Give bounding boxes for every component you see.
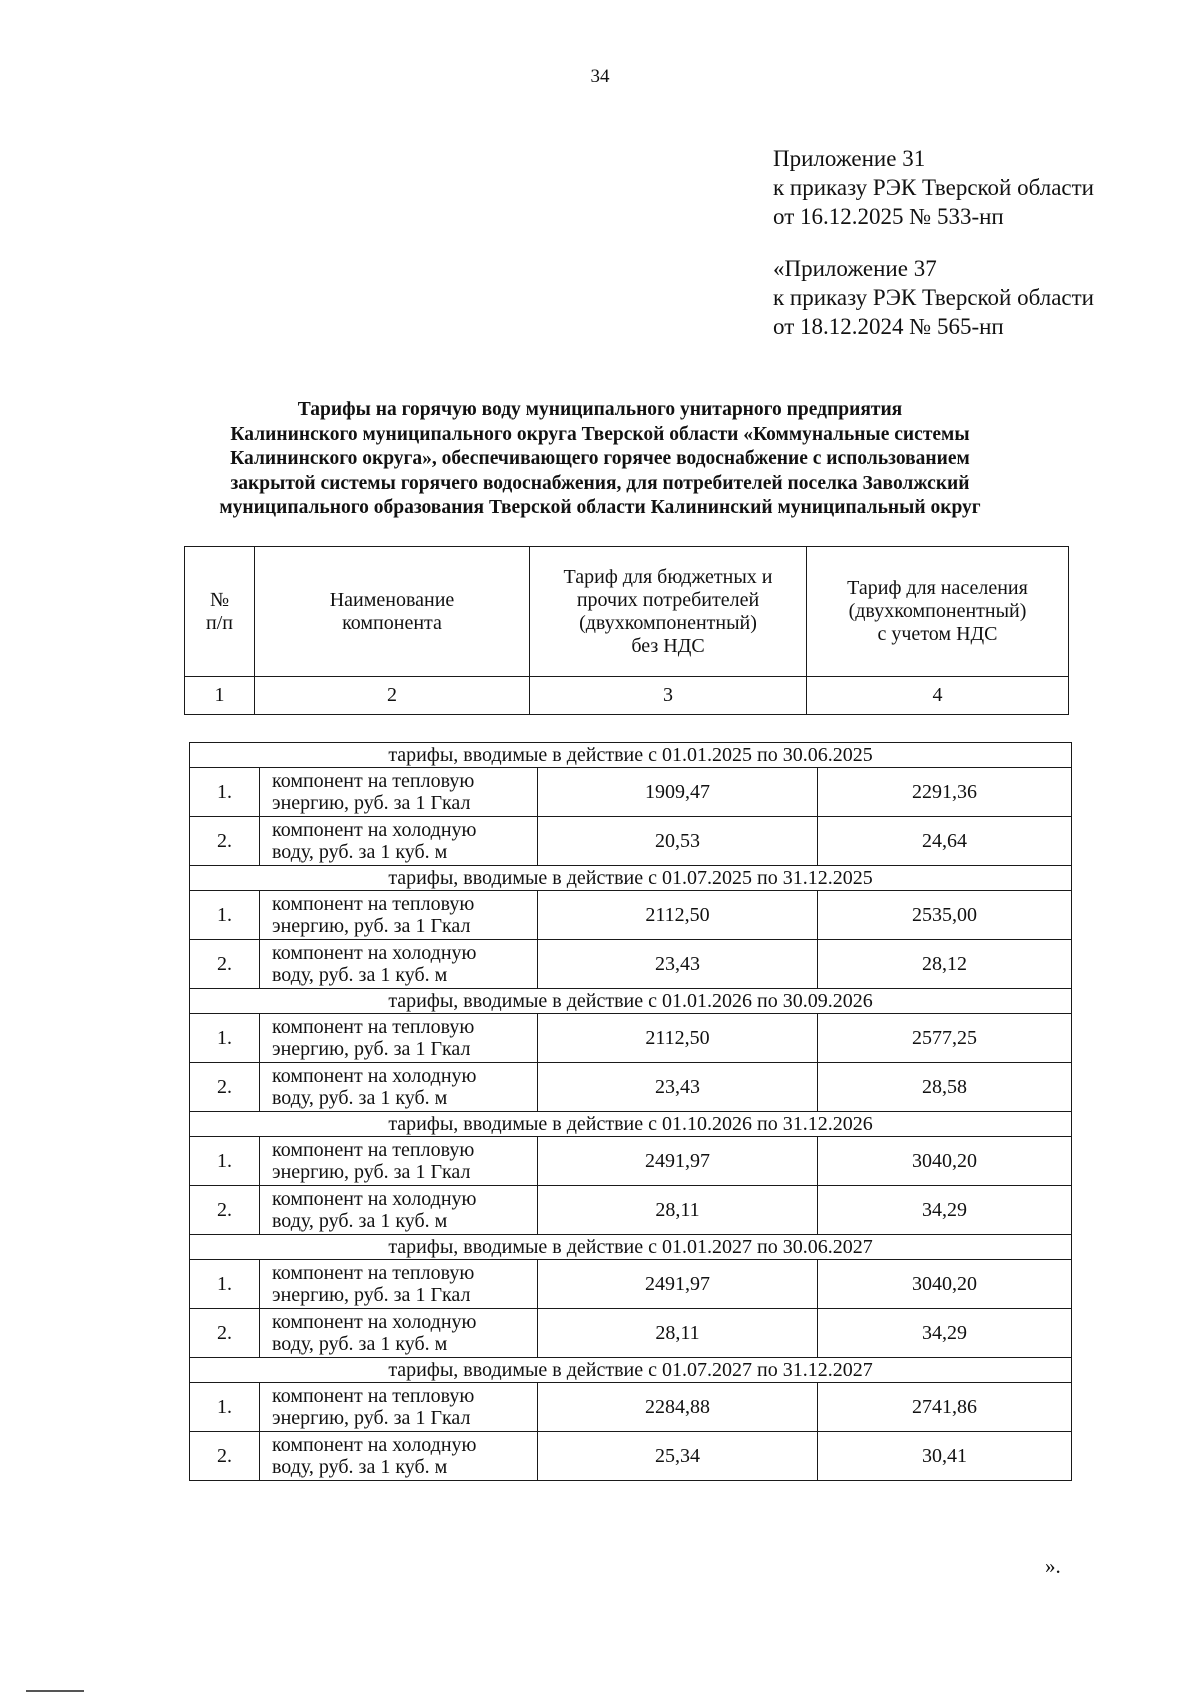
tariff-row bbox=[190, 1137, 1072, 1186]
population-tariff-value: 34,29 bbox=[818, 1309, 1072, 1358]
component-name-line-1: компонент на тепловую bbox=[272, 770, 475, 792]
row-number: 1. bbox=[190, 1383, 260, 1432]
row-number: 1. bbox=[190, 768, 260, 817]
budget-tariff-value: 1909,47 bbox=[538, 768, 818, 817]
appendix-current-reference bbox=[773, 144, 1094, 231]
row-number: 2. bbox=[190, 1432, 260, 1481]
budget-tariff-value: 2112,50 bbox=[538, 891, 818, 940]
component-name bbox=[260, 1137, 538, 1186]
title-line: муниципального образования Тверской области Калининский муниципальный округ bbox=[219, 497, 981, 518]
appendix-current-line-2: к приказу РЭК Тверской области bbox=[773, 175, 1094, 200]
component-name bbox=[260, 817, 538, 866]
tariff-data-table bbox=[189, 742, 1072, 1481]
component-name bbox=[260, 891, 538, 940]
budget-tariff-value: 28,11 bbox=[538, 1186, 818, 1235]
budget-tariff-value: 2112,50 bbox=[538, 1014, 818, 1063]
row-number: 2. bbox=[190, 817, 260, 866]
component-name-line-1: компонент на тепловую bbox=[272, 1016, 475, 1038]
row-number: 1. bbox=[190, 1014, 260, 1063]
row-number: 2. bbox=[190, 1186, 260, 1235]
tariff-row bbox=[190, 1260, 1072, 1309]
period-row bbox=[190, 866, 1072, 891]
row-number: 1. bbox=[190, 1137, 260, 1186]
tariff-row bbox=[190, 940, 1072, 989]
budget-tariff-value: 25,34 bbox=[538, 1432, 818, 1481]
component-name-line-2: энергию, руб. за 1 Гкал bbox=[272, 1284, 471, 1306]
tariff-row bbox=[190, 1186, 1072, 1235]
tariff-row bbox=[190, 1383, 1072, 1432]
header-component-name: Наименование компонента bbox=[255, 547, 530, 677]
period-row bbox=[190, 989, 1072, 1014]
component-name-line-1: компонент на холодную bbox=[272, 942, 477, 964]
tariff-row bbox=[190, 1063, 1072, 1112]
appendix-original-line-3: от 18.12.2024 № 565-нп bbox=[773, 314, 1004, 339]
component-name-line-1: компонент на тепловую bbox=[272, 893, 475, 915]
component-name bbox=[260, 1383, 538, 1432]
population-tariff-value: 2577,25 bbox=[818, 1014, 1072, 1063]
tariff-row bbox=[190, 1309, 1072, 1358]
component-name-line-2: энергию, руб. за 1 Гкал bbox=[272, 915, 471, 937]
component-name-line-1: компонент на тепловую bbox=[272, 1385, 475, 1407]
component-name bbox=[260, 1014, 538, 1063]
period-label: тарифы, вводимые в действие с 01.07.2027 по 31.12.2027 bbox=[190, 1358, 1072, 1383]
appendix-current-line-1: Приложение 31 bbox=[773, 146, 926, 171]
period-label: тарифы, вводимые в действие с 01.07.2025 по 31.12.2025 bbox=[190, 866, 1072, 891]
header-number: № п/п bbox=[185, 547, 255, 677]
column-number: 1 bbox=[185, 677, 255, 715]
budget-tariff-value: 2491,97 bbox=[538, 1260, 818, 1309]
population-tariff-value: 3040,20 bbox=[818, 1137, 1072, 1186]
component-name bbox=[260, 1309, 538, 1358]
period-label: тарифы, вводимые в действие с 01.10.2026 по 31.12.2026 bbox=[190, 1112, 1072, 1137]
component-name-line-2: воду, руб. за 1 куб. м bbox=[272, 964, 448, 986]
period-row bbox=[190, 1112, 1072, 1137]
appendix-current-line-3: от 16.12.2025 № 533-нп bbox=[773, 204, 1004, 229]
row-number: 2. bbox=[190, 1063, 260, 1112]
closing-quote-mark: ». bbox=[1045, 1554, 1061, 1578]
period-row bbox=[190, 1235, 1072, 1260]
component-name-line-2: энергию, руб. за 1 Гкал bbox=[272, 1038, 471, 1060]
page-number: 34 bbox=[590, 66, 610, 87]
component-name-line-1: компонент на холодную bbox=[272, 819, 477, 841]
component-name-line-1: компонент на холодную bbox=[272, 1065, 477, 1087]
tariff-row bbox=[190, 768, 1072, 817]
row-number: 2. bbox=[190, 940, 260, 989]
title-line: закрытой системы горячего водоснабжения, для потребителей поселка Заволжский bbox=[230, 472, 970, 494]
tariff-row bbox=[190, 817, 1072, 866]
component-name-line-2: воду, руб. за 1 куб. м bbox=[272, 1333, 448, 1355]
component-name-line-1: компонент на холодную bbox=[272, 1311, 477, 1333]
title-line: Калининского округа», обеспечивающего горячее водоснабжение с использованием bbox=[230, 448, 970, 469]
component-name bbox=[260, 1432, 538, 1481]
period-row bbox=[190, 743, 1072, 768]
population-tariff-value: 2741,86 bbox=[818, 1383, 1072, 1432]
component-name bbox=[260, 1260, 538, 1309]
component-name-line-2: энергию, руб. за 1 Гкал bbox=[272, 1161, 471, 1183]
population-tariff-value: 28,58 bbox=[818, 1063, 1072, 1112]
budget-tariff-value: 2491,97 bbox=[538, 1137, 818, 1186]
population-tariff-value: 3040,20 bbox=[818, 1260, 1072, 1309]
component-name-line-2: воду, руб. за 1 куб. м bbox=[272, 841, 448, 863]
period-row bbox=[190, 1358, 1072, 1383]
component-name bbox=[260, 1063, 538, 1112]
budget-tariff-value: 28,11 bbox=[538, 1309, 818, 1358]
budget-tariff-value: 23,43 bbox=[538, 1063, 818, 1112]
row-number: 1. bbox=[190, 1260, 260, 1309]
component-name-line-2: воду, руб. за 1 куб. м bbox=[272, 1210, 448, 1232]
row-number: 1. bbox=[190, 891, 260, 940]
tariff-row bbox=[190, 891, 1072, 940]
tariff-row bbox=[190, 1432, 1072, 1481]
component-name-line-2: энергию, руб. за 1 Гкал bbox=[272, 1407, 471, 1429]
header-budget-tariff: Тариф для бюджетных и прочих потребителей (двухкомпонентный) без НДС bbox=[530, 547, 807, 677]
document-title bbox=[130, 398, 1070, 521]
tariff-header-table bbox=[184, 546, 1069, 715]
population-tariff-value: 24,64 bbox=[818, 817, 1072, 866]
period-label: тарифы, вводимые в действие с 01.01.2027 по 30.06.2027 bbox=[190, 1235, 1072, 1260]
component-name-line-2: энергию, руб. за 1 Гкал bbox=[272, 792, 471, 814]
title-line: Калининского муниципального округа Тверской области «Коммунальные системы bbox=[230, 423, 970, 445]
component-name bbox=[260, 1186, 538, 1235]
appendix-original-reference bbox=[773, 254, 1094, 341]
tariff-row bbox=[190, 1014, 1072, 1063]
population-tariff-value: 28,12 bbox=[818, 940, 1072, 989]
component-name-line-1: компонент на холодную bbox=[272, 1188, 477, 1210]
component-name bbox=[260, 940, 538, 989]
column-number: 3 bbox=[530, 677, 807, 715]
component-name-line-1: компонент на тепловую bbox=[272, 1139, 475, 1161]
population-tariff-value: 34,29 bbox=[818, 1186, 1072, 1235]
budget-tariff-value: 20,53 bbox=[538, 817, 818, 866]
scan-edge-mark bbox=[26, 1690, 84, 1692]
title-line: Тарифы на горячую воду муниципального унитарного предприятия bbox=[297, 399, 903, 420]
header-population-tariff: Тариф для населения (двухкомпонентный) с учетом НДС bbox=[807, 547, 1069, 677]
period-label: тарифы, вводимые в действие с 01.01.2025 по 30.06.2025 bbox=[190, 743, 1072, 768]
component-name bbox=[260, 768, 538, 817]
budget-tariff-value: 23,43 bbox=[538, 940, 818, 989]
column-number: 4 bbox=[807, 677, 1069, 715]
row-number: 2. bbox=[190, 1309, 260, 1358]
population-tariff-value: 2291,36 bbox=[818, 768, 1072, 817]
component-name-line-2: воду, руб. за 1 куб. м bbox=[272, 1087, 448, 1109]
column-number: 2 bbox=[255, 677, 530, 715]
column-number-row bbox=[185, 677, 1069, 715]
tariff-data-body bbox=[190, 743, 1072, 1481]
period-label: тарифы, вводимые в действие с 01.01.2026 по 30.09.2026 bbox=[190, 989, 1072, 1014]
appendix-original-line-2: к приказу РЭК Тверской области bbox=[773, 285, 1094, 310]
component-name-line-1: компонент на холодную bbox=[272, 1434, 477, 1456]
header-row bbox=[185, 547, 1069, 677]
component-name-line-2: воду, руб. за 1 куб. м bbox=[272, 1456, 448, 1478]
budget-tariff-value: 2284,88 bbox=[538, 1383, 818, 1432]
appendix-original-line-1: «Приложение 37 bbox=[773, 256, 937, 281]
population-tariff-value: 30,41 bbox=[818, 1432, 1072, 1481]
component-name-line-1: компонент на тепловую bbox=[272, 1262, 475, 1284]
population-tariff-value: 2535,00 bbox=[818, 891, 1072, 940]
